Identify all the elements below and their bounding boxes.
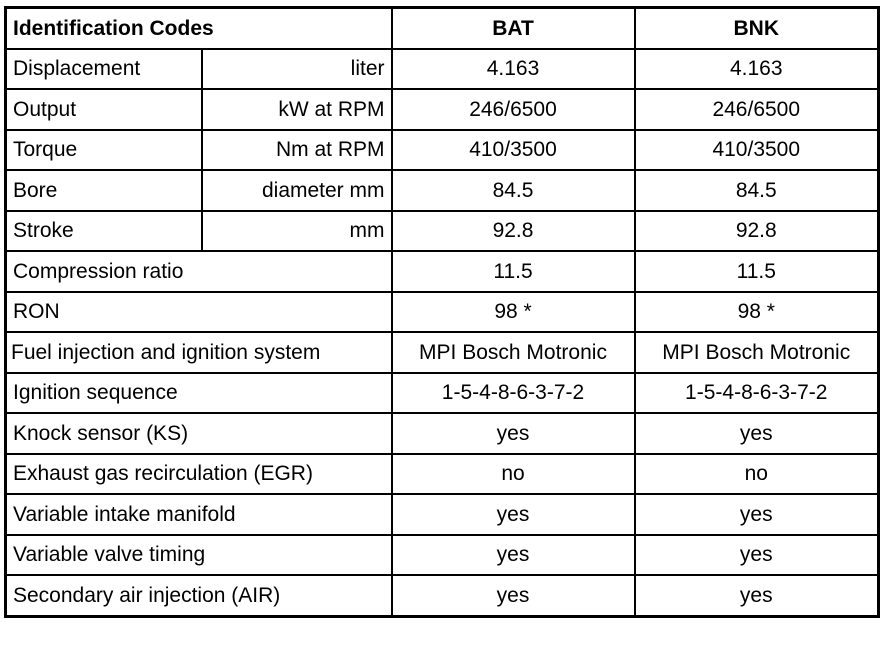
bat-value: yes	[392, 413, 635, 454]
row-label: Fuel injection and ignition system	[6, 332, 392, 373]
row-label: RON	[6, 292, 392, 333]
bat-value: MPI Bosch Motronic	[392, 332, 635, 373]
table-row	[6, 211, 879, 252]
bat-column-header: BAT	[392, 8, 635, 49]
row-label: Displacement	[6, 49, 202, 90]
bnk-value: no	[635, 454, 879, 495]
row-label: Bore	[6, 170, 202, 211]
table-row	[6, 251, 879, 292]
table-row	[6, 292, 879, 333]
table-row	[6, 373, 879, 414]
table-row	[6, 575, 879, 616]
bnk-value: 1-5-4-8-6-3-7-2	[635, 373, 879, 414]
bat-value: 92.8	[392, 211, 635, 252]
row-label: Exhaust gas recirculation (EGR)	[6, 454, 392, 495]
row-label: Variable valve timing	[6, 535, 392, 576]
bnk-value: 92.8	[635, 211, 879, 252]
row-label: Ignition sequence	[6, 373, 392, 414]
bnk-value: yes	[635, 413, 879, 454]
table-row	[6, 535, 879, 576]
row-label: Variable intake manifold	[6, 494, 392, 535]
row-label: Stroke	[6, 211, 202, 252]
header-row	[6, 8, 879, 49]
bnk-value: yes	[635, 494, 879, 535]
row-unit: diameter mm	[202, 170, 392, 211]
table-row	[6, 130, 879, 171]
bnk-value: 246/6500	[635, 89, 879, 130]
row-unit: kW at RPM	[202, 89, 392, 130]
bat-value: 84.5	[392, 170, 635, 211]
row-unit: liter	[202, 49, 392, 90]
row-unit: mm	[202, 211, 392, 252]
bat-value: yes	[392, 575, 635, 616]
bat-value: 246/6500	[392, 89, 635, 130]
row-label: Torque	[6, 130, 202, 171]
table-row	[6, 89, 879, 130]
engine-spec-table	[4, 6, 880, 618]
bnk-value: 84.5	[635, 170, 879, 211]
table-row	[6, 494, 879, 535]
table-row	[6, 413, 879, 454]
bnk-column-header: BNK	[635, 8, 879, 49]
bnk-value: 410/3500	[635, 130, 879, 171]
bat-value: 11.5	[392, 251, 635, 292]
bat-value: 1-5-4-8-6-3-7-2	[392, 373, 635, 414]
row-label: Knock sensor (KS)	[6, 413, 392, 454]
table-row	[6, 332, 879, 373]
row-label: Compression ratio	[6, 251, 392, 292]
bnk-value: MPI Bosch Motronic	[635, 332, 879, 373]
bat-value: 98 *	[392, 292, 635, 333]
table-row	[6, 170, 879, 211]
bnk-value: yes	[635, 575, 879, 616]
bat-value: 4.163	[392, 49, 635, 90]
bat-value: yes	[392, 494, 635, 535]
bnk-value: yes	[635, 535, 879, 576]
bat-value: no	[392, 454, 635, 495]
table-row	[6, 49, 879, 90]
row-label: Secondary air injection (AIR)	[6, 575, 392, 616]
bat-value: yes	[392, 535, 635, 576]
bnk-value: 98 *	[635, 292, 879, 333]
bnk-value: 4.163	[635, 49, 879, 90]
bat-value: 410/3500	[392, 130, 635, 171]
row-unit: Nm at RPM	[202, 130, 392, 171]
bnk-value: 11.5	[635, 251, 879, 292]
row-label: Output	[6, 89, 202, 130]
identification-codes-header: Identification Codes	[6, 8, 392, 49]
table-row	[6, 454, 879, 495]
